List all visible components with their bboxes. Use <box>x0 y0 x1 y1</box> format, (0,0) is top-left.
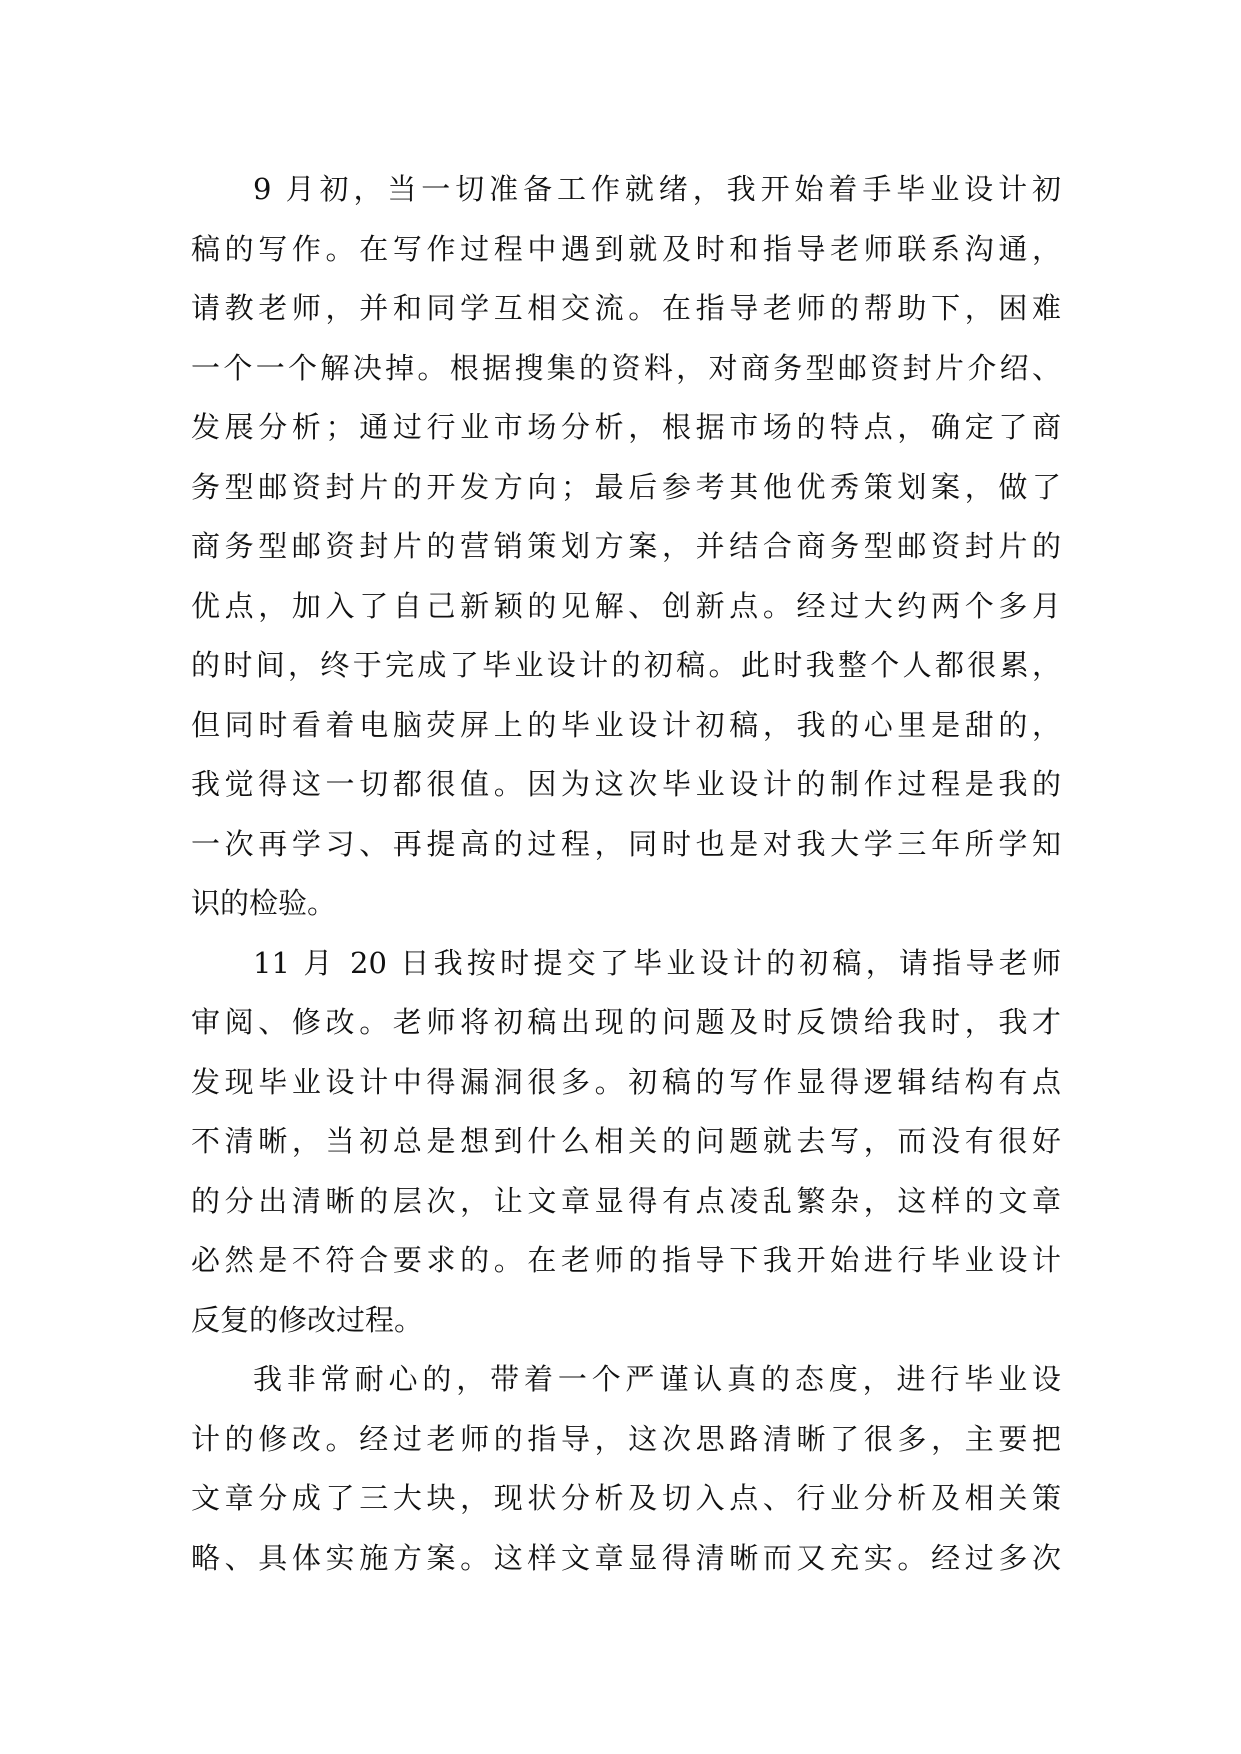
text-line: 反复的修改过程。 <box>191 1302 424 1337</box>
paragraph-1 <box>191 160 1061 934</box>
text-line: 的时间，终于完成了毕业设计的初稿。此时我整个人都很累， <box>191 648 1061 682</box>
text-line: 11 月 20 日我按时提交了毕业设计的初稿，请指导老师 <box>253 945 1061 980</box>
text-line: 的分出清晰的层次，让文章显得有点凌乱繁杂，这样的文章 <box>191 1183 1061 1218</box>
text-line: 稿的写作。在写作过程中遇到就及时和指导老师联系沟通， <box>191 231 1061 266</box>
text-line: 但同时看着电脑荧屏上的毕业设计初稿，我的心里是甜的， <box>191 707 1061 742</box>
paragraph-2 <box>191 934 1061 1351</box>
text-line: 我觉得这一切都很值。因为这次毕业设计的制作过程是我的 <box>191 767 1061 801</box>
text-line: 我非常耐心的，带着一个严谨认真的态度，进行毕业设 <box>253 1362 1061 1396</box>
text-line: 计的修改。经过老师的指导，这次思路清晰了很多，主要把 <box>191 1421 1061 1456</box>
text-line: 一个一个解决掉。根据搜集的资料，对商务型邮资封片介绍、 <box>191 350 1061 385</box>
text-line: 文章分成了三大块，现状分析及切入点、行业分析及相关策 <box>191 1481 1061 1515</box>
text-line: 不清晰，当初总是想到什么相关的问题就去写，而没有很好 <box>191 1124 1061 1158</box>
text-line: 识的检验。 <box>191 886 337 920</box>
text-line: 略、具体实施方案。这样文章显得清晰而又充实。经过多次 <box>191 1540 1061 1575</box>
text-line: 审阅、修改。老师将初稿出现的问题及时反馈给我时，我才 <box>191 1005 1061 1039</box>
text-line: 务型邮资封片的开发方向；最后参考其他优秀策划案，做了 <box>191 469 1061 504</box>
text-line: 发现毕业设计中得漏洞很多。初稿的写作显得逻辑结构有点 <box>191 1064 1061 1099</box>
text-line: 优点，加入了自己新颖的见解、创新点。经过大约两个多月 <box>191 588 1061 623</box>
text-line: 请教老师，并和同学互相交流。在指导老师的帮助下，困难 <box>191 291 1061 325</box>
text-line: 商务型邮资封片的营销策划方案，并结合商务型邮资封片的 <box>191 529 1061 563</box>
text-line: 必然是不符合要求的。在老师的指导下我开始进行毕业设计 <box>191 1243 1061 1277</box>
document-body <box>191 160 1061 1588</box>
text-line: 一次再学习、再提高的过程，同时也是对我大学三年所学知 <box>191 826 1061 861</box>
text-line: 发展分析；通过行业市场分析，根据市场的特点，确定了商 <box>191 410 1061 444</box>
paragraph-3 <box>191 1350 1061 1588</box>
text-line: 9 月初，当一切准备工作就绪，我开始着手毕业设计初 <box>253 172 1061 206</box>
